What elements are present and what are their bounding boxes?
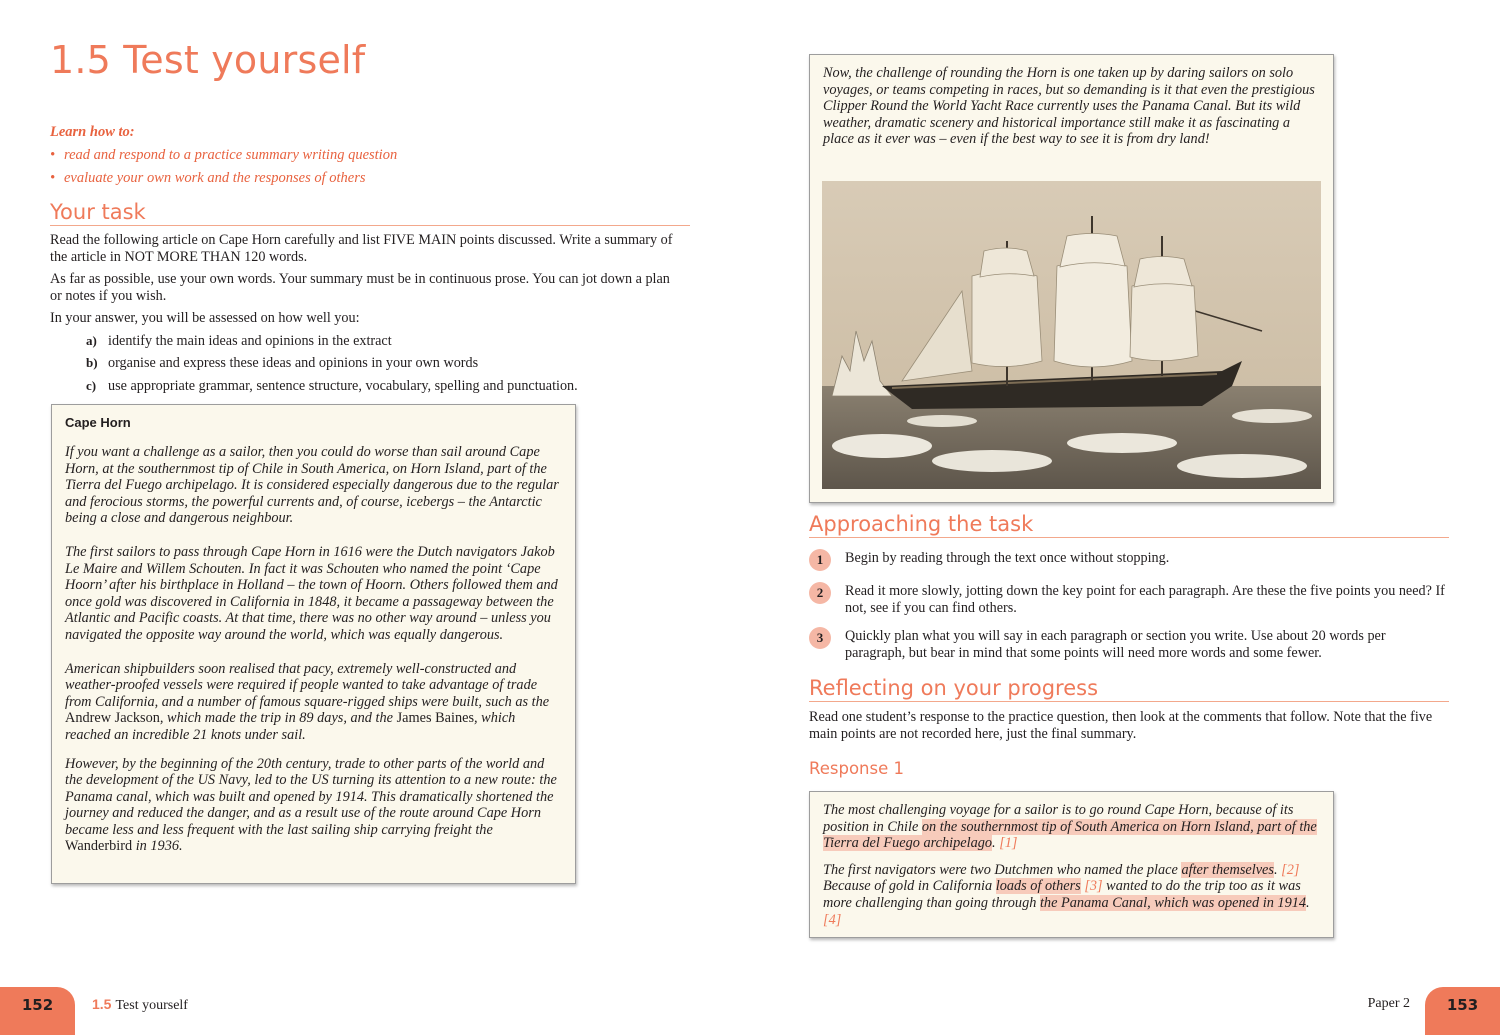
learn-item: [50, 169, 690, 187]
task-instructions: [50, 232, 680, 400]
learn-title: Learn how to:: [50, 124, 135, 140]
article-continuation-box: [809, 54, 1334, 503]
step-text: Quickly plan what you will say in each paragraph or section you write. Use about 20 words per paragraph, but bear in mind that some points will need more words and some fewer.: [845, 628, 1386, 661]
your-task-heading: Your task: [50, 200, 690, 226]
bullet-icon: •: [50, 147, 56, 163]
point-marker: [1]: [999, 835, 1018, 852]
text-span: Because of gold in California: [823, 878, 996, 895]
assessment-item: [86, 378, 680, 395]
item-text: organise and express these ideas and opinions in your own words: [108, 355, 479, 371]
task-paragraph: In your answer, you will be assessed on how well you:: [50, 310, 360, 326]
text-span: in 1936.: [132, 838, 183, 855]
text-span: American shipbuilders soon realised that pacy, extremely well-constructed and weather-proofed vessels were required if people wanted to take advantage of trade from California, and a number of famous square-rigged ships were built, such as the: [65, 660, 550, 710]
point-marker: [3]: [1084, 878, 1103, 895]
step-number: 2: [809, 582, 831, 604]
step-item: [809, 550, 1449, 571]
bullet-icon: •: [50, 170, 56, 186]
response-heading: Response 1: [809, 759, 904, 778]
text-span: , which made the trip in 89 days, and the: [159, 710, 397, 727]
article-paragraph: If you want a challenge as a sailor, then you could do worse than sail around Cape Horn, at the southernmost tip of Chile in South America, on Horn Island, part of the Tierra del Fuego archipelago. It is considered especially dangerous due to the regular and ferocious storms, the powerful currents and, of course, icebergs – the Antarctic being a close and dangerous neighbour.: [65, 444, 559, 527]
item-letter: b): [86, 355, 98, 370]
ship-name: Wanderbird: [65, 838, 133, 855]
learn-item: [50, 146, 690, 164]
page-number-tab: 153: [1425, 987, 1500, 1035]
step-text: Begin by reading through the text once without stopping.: [845, 550, 1170, 566]
text-span: wanted to do the trip too as it was more challenging than going through: [823, 878, 1301, 911]
approach-steps: [809, 550, 1449, 673]
task-paragraph: Read the following article on Cape Horn carefully and list FIVE MAIN points discussed. Write a summary of the article in NOT MORE THAN 120 words.: [50, 232, 673, 265]
assessment-item: [86, 333, 680, 350]
learn-list: [50, 146, 690, 187]
running-footer: [92, 996, 188, 1014]
highlighted-point: loads of others: [995, 878, 1081, 895]
assessment-list: [50, 333, 680, 395]
article-paragraph: [65, 661, 562, 744]
step-number: 3: [809, 627, 831, 649]
text-span: .: [992, 835, 996, 852]
task-paragraph: As far as possible, use your own words. Your summary must be in continuous prose. You can jot down a plan or notes if you wish.: [50, 271, 670, 304]
text-span: .: [1273, 861, 1278, 878]
learn-item-text: evaluate your own work and the responses of others: [64, 170, 366, 186]
step-item: [809, 628, 1449, 661]
article-paragraph: The first sailors to pass through Cape Horn in 1616 were the Dutch navigators Jakob Le Maire and Willem Schouten. In fact it was Schouten who named the point ‘Cape Hoorn’ after his birthplace in Holland – the town of Hoorn. Others followed them and once gold was discovered in California in 1848, it became a passageway between the Atlantic and Pacific coasts. At that time, there was no other way around – unless you navigated the opposite way around the world, which was equally dangerous.: [65, 543, 558, 643]
response-paragraph: [823, 862, 1320, 928]
item-text: identify the main ideas and opinions in the extract: [108, 332, 392, 349]
point-marker: [2]: [1281, 861, 1300, 878]
item-text: use appropriate grammar, sentence structure, vocabulary, spelling and punctuation.: [108, 377, 578, 394]
approaching-task-heading: Approaching the task: [809, 512, 1449, 538]
article-paragraph: [65, 756, 562, 856]
highlighted-point: after themselves: [1181, 861, 1274, 878]
learn-how-to: [50, 124, 690, 192]
step-text: Read it more slowly, jotting down the key point for each paragraph. Are these the five points you need? If not, see if you can find others.: [845, 583, 1445, 616]
footer-section-number: 1.5: [92, 996, 112, 1012]
page-number-tab: 152: [0, 987, 75, 1035]
highlighted-point: on the southernmost tip of South America on Horn Island, part of the Tierra del Fuego archipelago: [823, 818, 1317, 852]
footer-section-title: Test yourself: [115, 998, 188, 1013]
student-response-box: [809, 791, 1334, 938]
clipper-ship-illustration: [822, 181, 1321, 489]
cape-horn-article-box: [51, 404, 576, 884]
running-footer-right: Paper 2: [1367, 996, 1410, 1011]
ship-name: Andrew Jackson: [65, 710, 160, 727]
right-page: [750, 0, 1500, 1035]
reflect-text: Read one student’s response to the practice question, then look at the comments that follow. Note that the five main points are not recorded here, just the final summary.: [809, 709, 1433, 742]
step-item: [809, 583, 1449, 616]
item-letter: a): [86, 332, 97, 348]
reflecting-heading: Reflecting on your progress: [809, 676, 1449, 702]
assessment-item: [86, 355, 680, 372]
item-letter: c): [86, 377, 97, 393]
text-span: However, by the beginning of the 20th century, trade to other parts of the world and the development of the US Navy, led to the US turning its attention to a new route: the Panama canal, which was built and opened by 1914. This dramatically shortened the journey and reduced the danger, and as a result use of the route around Cape Horn became less and less frequent with the last sailing ship carrying freight the: [65, 755, 557, 838]
response-paragraph: [823, 802, 1320, 852]
page-title: 1.5 Test yourself: [50, 38, 366, 82]
text-span: , which reached an incredible 21 knots under sail.: [65, 710, 516, 743]
text-span: .: [1306, 894, 1310, 911]
learn-item-text: read and respond to a practice summary writing question: [64, 147, 398, 163]
point-marker: [4]: [823, 911, 842, 928]
text-span: The most challenging voyage for a sailor is to go round Cape Horn, because of its position in Chile: [823, 802, 1294, 835]
article-title: Cape Horn: [65, 415, 131, 430]
step-number: 1: [809, 549, 831, 571]
highlighted-point: the Panama Canal, which was opened in 1914: [1039, 894, 1307, 911]
ship-name: James Baines: [396, 710, 475, 727]
article-paragraph: Now, the challenge of rounding the Horn is one taken up by daring sailors on solo voyages, or teams competing in races, but so demanding is it that even the prestigious Clipper Round the World Yacht Race currently uses the Panama Canal. But its wild weather, dramatic scenery and historical importance still make it as fascinating a place as it ever was – even if the best way to see it is from dry land!: [823, 65, 1315, 148]
text-span: The first navigators were two Dutchmen who named the place: [823, 861, 1182, 878]
